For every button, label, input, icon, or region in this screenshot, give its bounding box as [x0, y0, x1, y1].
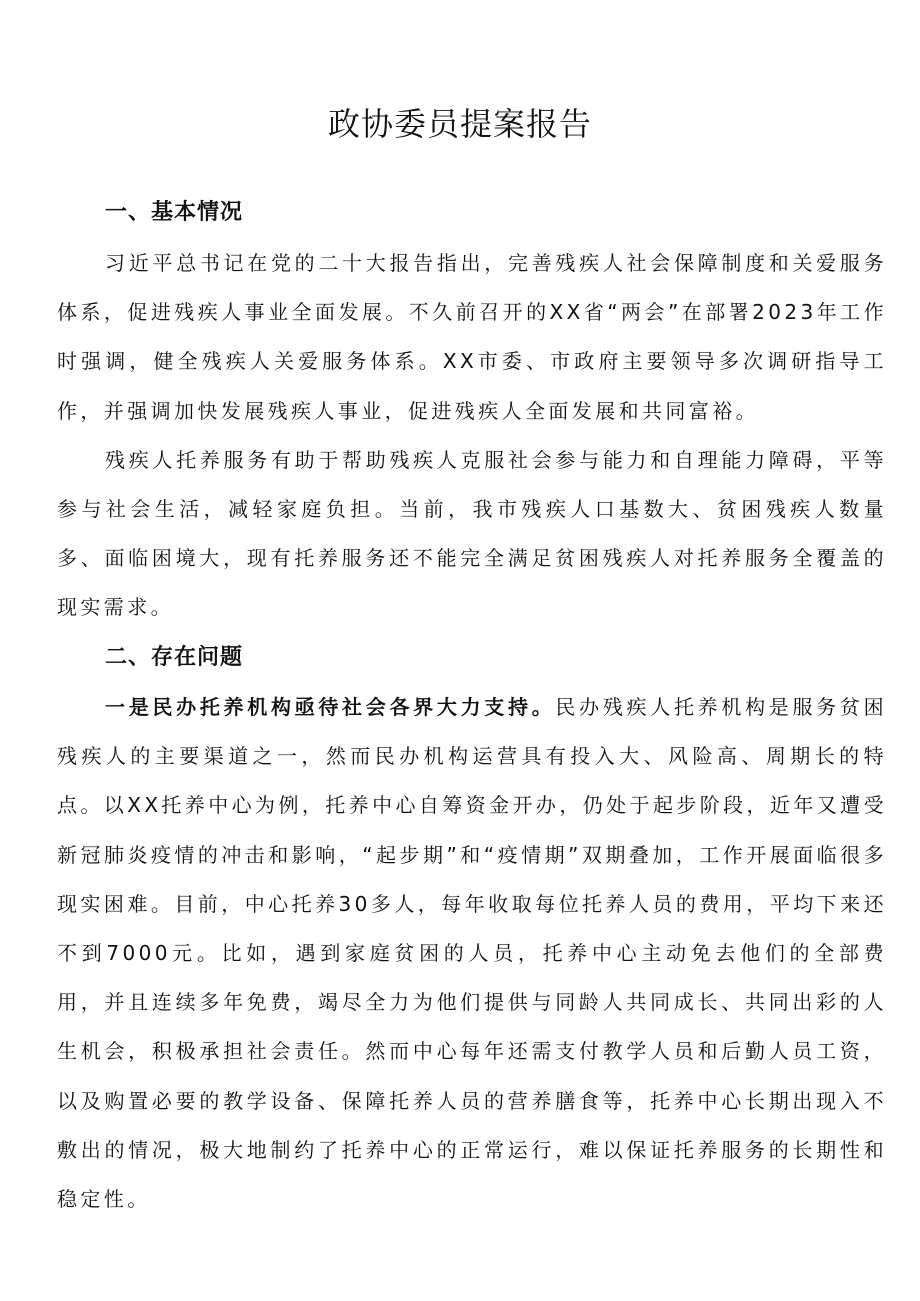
section-existing-problems-body [57, 683, 887, 1224]
section-existing-problems-heading [57, 643, 887, 673]
paragraph-lead-sentence: 一是民办托养机构亟待社会各界大力支持。 [105, 695, 556, 719]
paragraph-text: 民办残疾人托养机构是服务贫困残疾人的主要渠道之一，然而民办机构运营具有投入大、风险高、周期长的特点。以XX托养中心为例，托养中心自筹资金开办，仍处于起步阶段，近年又遭受新冠肺炎疫情的冲击和影响，“起步期”和“疫情期”双期叠加，工作开展面临很多现实困难。目前，中心托养30多人，每年收取每位托养人员的费用，平均下来还不到7000元。比如，遇到家庭贫困的人员，托养中心主动免去他们的全部费用，并且连续多年免费，竭尽全力为他们提供与同龄人共同成长、共同出彩的人生机会，积极承担社会责任。然而中心每年还需支付教学人员和后勤人员工资，以及购置必要的教学设备、保障托养人员的营养膳食等，托养中心长期出现入不敷出的情况，极大地制约了托养中心的正常运行，难以保证托养服务的长期性和稳定性。 [57, 695, 887, 1212]
document-title: 政协委员提案报告 [327, 105, 592, 143]
section-heading: 二、存在问题 [105, 645, 244, 670]
paragraph [57, 239, 887, 436]
paragraph [57, 436, 887, 633]
section-heading: 一、基本情况 [105, 200, 244, 225]
section-basic-situation-heading [57, 198, 887, 228]
section-basic-situation-body [57, 239, 887, 633]
paragraph [57, 683, 887, 1224]
paragraph-text: 残疾人托养服务有助于帮助残疾人克服社会参与能力和自理能力障碍，平等参与社会生活，减轻家庭负担。当前，我市残疾人口基数大、贫困残疾人数量多、面临困境大，现有托养服务还不能完全满足贫困残疾人对托养服务全覆盖的现实需求。 [57, 447, 887, 620]
paragraph-text: 习近平总书记在党的二十大报告指出，完善残疾人社会保障制度和关爱服务体系，促进残疾人事业全面发展。不久前召开的XX省“两会”在部署2023年工作时强调，健全残疾人关爱服务体系。XX市委、市政府主要领导多次调研指导工作，并强调加快发展残疾人事业，促进残疾人全面发展和共同富裕。 [57, 251, 887, 423]
